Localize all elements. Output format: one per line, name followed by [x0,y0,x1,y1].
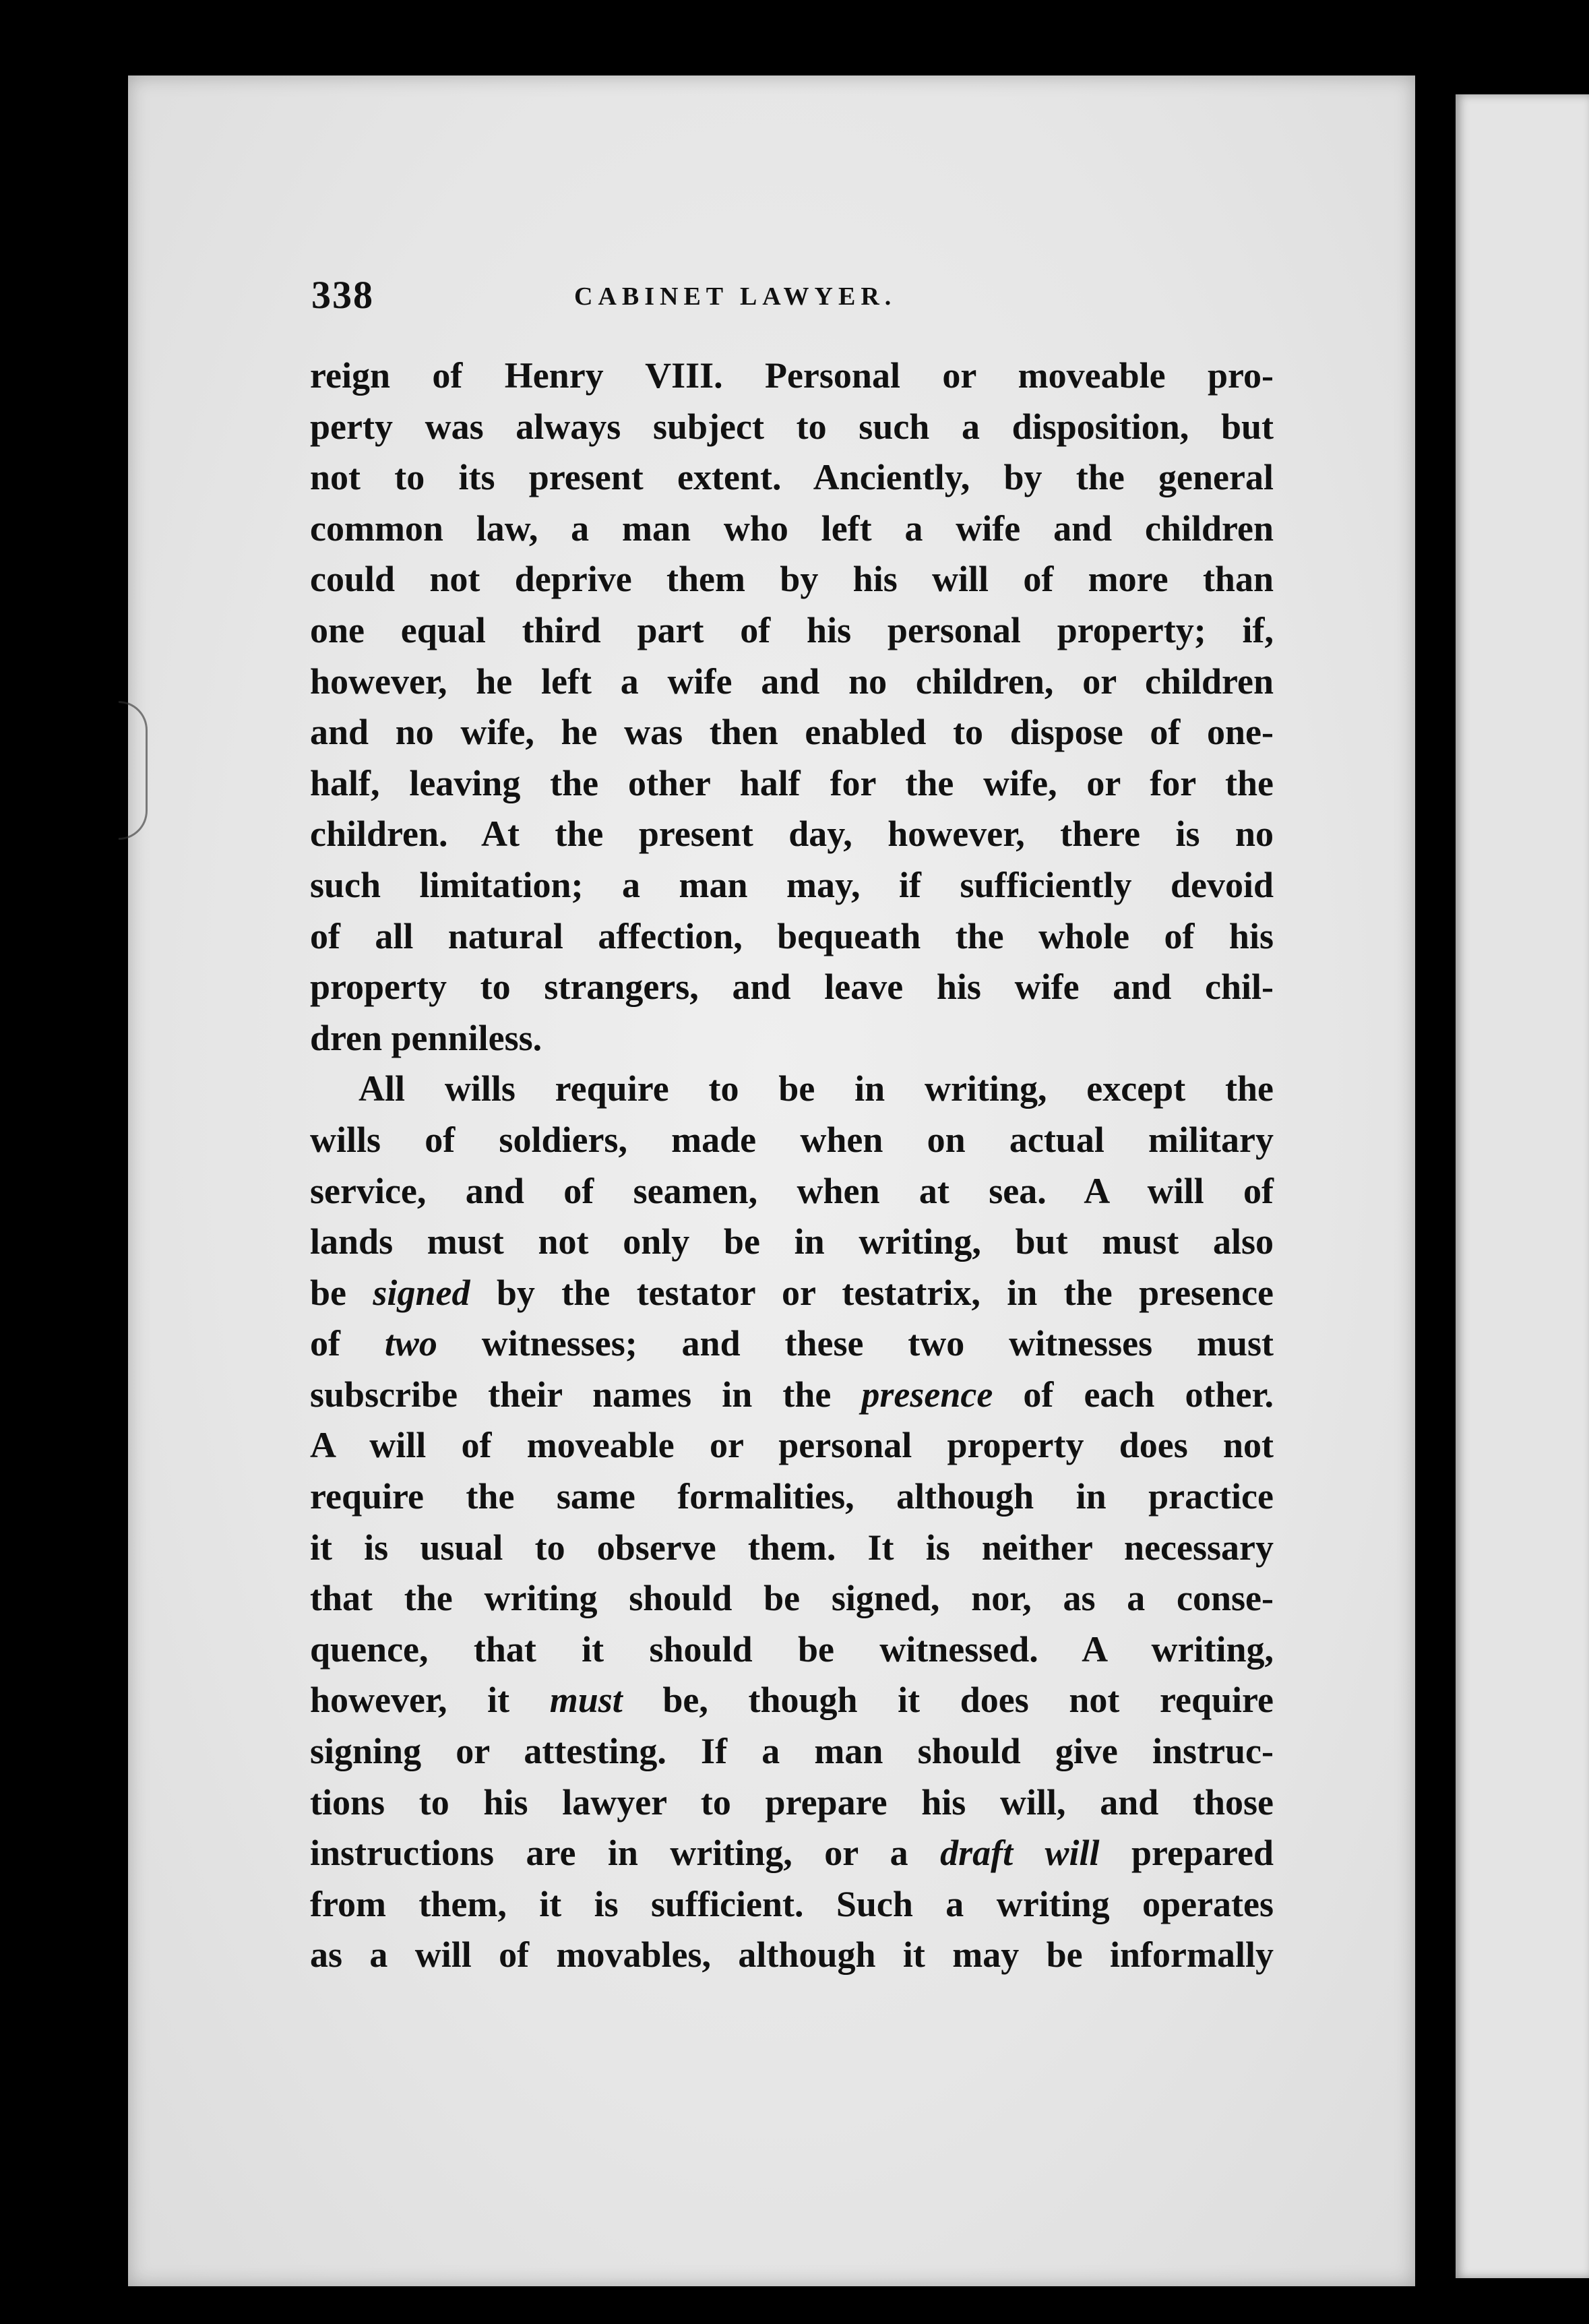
text-line: wills of soldiers, made when on actual military [310,1119,1274,1160]
text-line: perty was always subject to such a disposition, but [310,406,1274,447]
text-line: signing or attesting. If a man should give instruc- [310,1731,1274,1772]
page-number: 338 [311,273,374,317]
text-line: property to strangers, and leave his wife and chil- [310,967,1274,1008]
text-line: reign of Henry VIII. Personal or moveable pro- [310,355,1274,396]
text-segment: by the testator or testatrix, in the presence [470,1272,1274,1313]
text-segment: be [310,1272,373,1313]
text-line: however, he left a wife and no children, or children [310,661,1274,702]
text-line: A will of moveable or personal property does not [310,1425,1274,1466]
text-line: half, leaving the other half for the wife, or for the [310,762,1274,803]
text-line: as a will of movables, although it may be informally [310,1934,1274,1976]
body-text [310,350,1274,1981]
text-segment: instructions are in writing, or a [310,1833,941,1874]
text-segment: be, though it does not require [622,1680,1274,1721]
italic-text: draft will [940,1833,1100,1874]
text-line: one equal third part of his personal property; if, [310,609,1274,650]
text-line [310,1675,1274,1726]
facing-page-edge [1456,94,1589,2278]
text-line: from them, it is sufficient. Such a writing operates [310,1883,1274,1924]
italic-text: two [384,1323,437,1364]
text-line [310,1370,1274,1421]
text-line: such limitation; a man may, if sufficiently devoid [310,864,1274,905]
text-line: tions to his lawyer to prepare his will, and those [310,1781,1274,1823]
text-line: dren penniless. [310,1017,542,1058]
text-line [310,1828,1274,1879]
text-line: lands must not only be in writing, but must also [310,1221,1274,1262]
text-segment: witnesses; and these two witnesses must [437,1323,1274,1364]
text-line: service, and of seamen, when at sea. A will of [310,1170,1274,1211]
text-line: quence, that it should be witnessed. A writing, [310,1628,1274,1670]
text-line: children. At the present day, however, there is no [310,814,1274,855]
text-segment: however, it [310,1680,550,1721]
text-segment: subscribe their names in the [310,1374,862,1415]
text-line: common law, a man who left a wife and children [310,508,1274,549]
page-header [311,272,1275,326]
text-segment: prepared [1099,1833,1274,1874]
text-line: All wills require to be in writing, except the [359,1068,1274,1109]
page-gutter [1415,75,1456,2300]
text-line [310,1318,1274,1370]
text-line: and no wife, he was then enabled to dispose of one- [310,712,1274,753]
text-line: not to its present extent. Anciently, by the general [310,457,1274,498]
text-line: that the writing should be signed, nor, as a conse- [310,1578,1274,1619]
binding-mark [119,701,148,840]
text-line: it is usual to observe them. It is neither necessary [310,1527,1274,1568]
text-line: of all natural affection, bequeath the whole of his [310,915,1274,956]
text-line: could not deprive them by his will of more than [310,559,1274,600]
italic-text: presence [861,1374,993,1415]
italic-text: signed [373,1272,470,1313]
text-segment: of each other. [993,1374,1274,1415]
running-head: CABINET LAWYER. [574,282,897,311]
italic-text: must [549,1680,623,1721]
text-line: require the same formalities, although in practice [310,1476,1274,1517]
text-line [310,1268,1274,1319]
text-segment: of [310,1323,385,1364]
